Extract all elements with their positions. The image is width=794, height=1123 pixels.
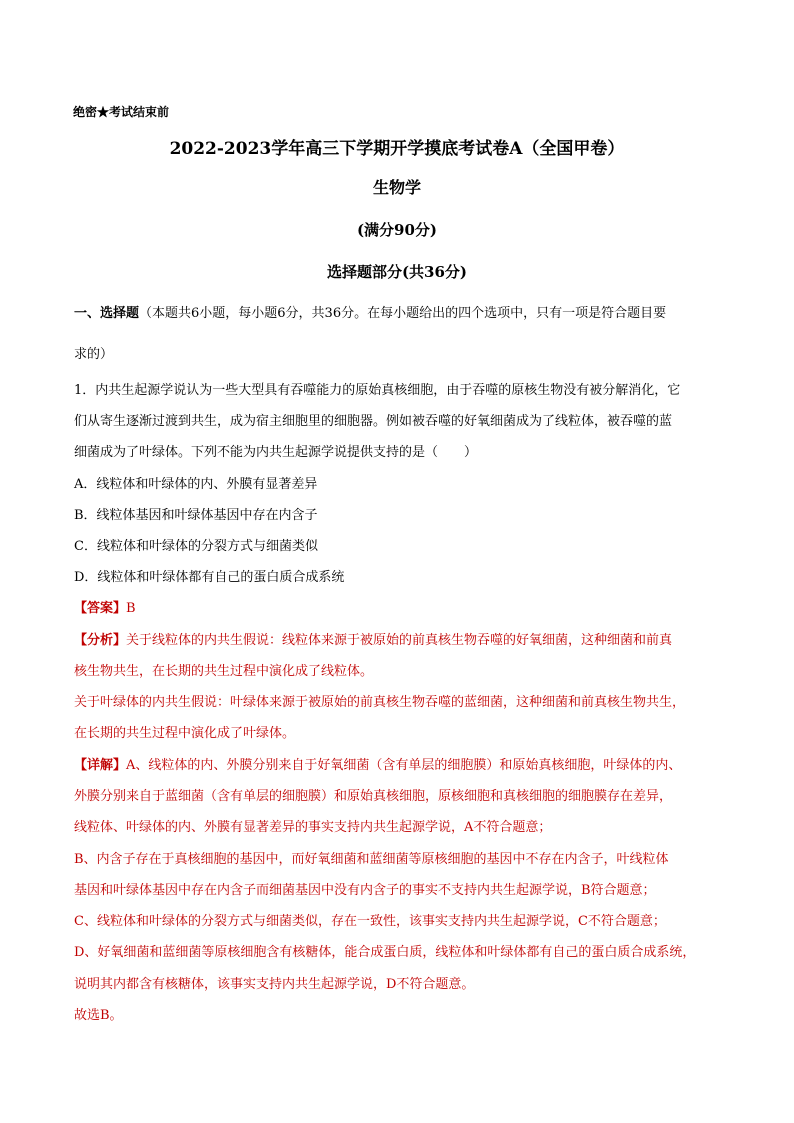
part-heading: 选择题部分(共36分) [326,263,468,281]
subject-title: 生物学 [372,178,421,197]
detail-line: 外膜分别来自于蓝细菌（含有单层的细胞膜）和原始真核细胞，原核细胞和真核细胞的细胞膜存在差异， [74,789,673,804]
detail-conclusion: 故选B。 [74,1008,123,1023]
section-instruction-cont: 求的） [74,347,114,362]
analysis-line [74,632,672,650]
total-score: (满分90分) [356,221,438,239]
answer-value: B [126,601,136,616]
detail-line: C、线粒体和叶绿体的分裂方式与细菌类似，存在一致性，该事实支持内共生起源学说，C不符合题意； [74,914,666,929]
option-d: D．线粒体和叶绿体都有自己的蛋白质合成系统 [74,570,345,585]
analysis-tag: 【分析】 [74,633,127,648]
analysis-text: 关于线粒体的内共生假说：线粒体来源于被原始的前真核生物吞噬的好氧细菌，这种细菌和前真 [126,633,673,648]
detail-line: 说明其内都含有核糖体，该事实支持内共生起源学说，D不符合题意。 [74,977,475,992]
option-a: A．线粒体和叶绿体的内、外膜有显著差异 [74,477,318,492]
question-stem-line: 1．内共生起源学说认为一些大型具有吞噬能力的原始真核细胞，由于吞噬的原核生物没有被分解消化，它 [74,383,681,398]
exam-title: 2022-2023学年高三下学期开学摸底考试卷A（全国甲卷） [169,139,625,159]
analysis-line: 核生物共生，在长期的共生过程中演化成了线粒体。 [74,664,374,679]
option-c: C．线粒体和叶绿体的分裂方式与细菌类似 [74,539,318,554]
detail-text: A、线粒体的内、外膜分别来自于好氧细菌（含有单层的细胞膜）和原始真核细胞，叶绿体的内、 [126,758,682,773]
analysis-line: 在长期的共生过程中演化成了叶绿体。 [74,726,296,741]
question-stem-line: 细菌成为了叶绿体。下列不能为内共生起源学说提供支持的是（ ） [74,445,478,460]
section-instruction [74,305,666,323]
confidential-label: 绝密★考试结束前 [73,105,170,119]
option-b: B．线粒体基因和叶绿体基因中存在内含子 [74,508,318,523]
detail-line: D、好氧细菌和蓝细菌等原核细胞含有核糖体，能合成蛋白质，线粒体和叶绿体都有自己的蛋白质合成系统， [74,945,696,960]
detail-line: 基因和叶绿体基因中存在内含子而细菌基因中没有内含子的事实不支持内共生起源学说，B符合题意； [74,883,656,898]
analysis-line: 关于叶绿体的内共生假说：叶绿体来源于被原始的前真核生物吞噬的蓝细菌，这种细菌和前真核生物共生， [74,695,686,710]
detail-line: 线粒体、叶绿体的内、外膜有显著差异的事实支持内共生起源学说，A不符合题意； [74,820,552,835]
detail-tag: 【详解】 [74,758,127,773]
answer-tag: 【答案】 [74,601,127,616]
detail-line [74,757,681,775]
answer-line [74,600,136,618]
detail-line: B、内含子存在于真核细胞的基因中，而好氧细菌和蓝细菌等原核细胞的基因中不存在内含子，叶线粒体 [74,852,669,867]
section-instruction-text: （本题共6小题，每小题6分，共36分。在每小题给出的四个选项中，只有一项是符合题目要 [139,306,667,321]
question-stem-line: 们从寄生逐渐过渡到共生，成为宿主细胞里的细胞器。例如被吞噬的好氧细菌成为了线粒体，被吞噬的蓝 [74,414,673,429]
section-label: 一、选择题 [74,306,140,321]
